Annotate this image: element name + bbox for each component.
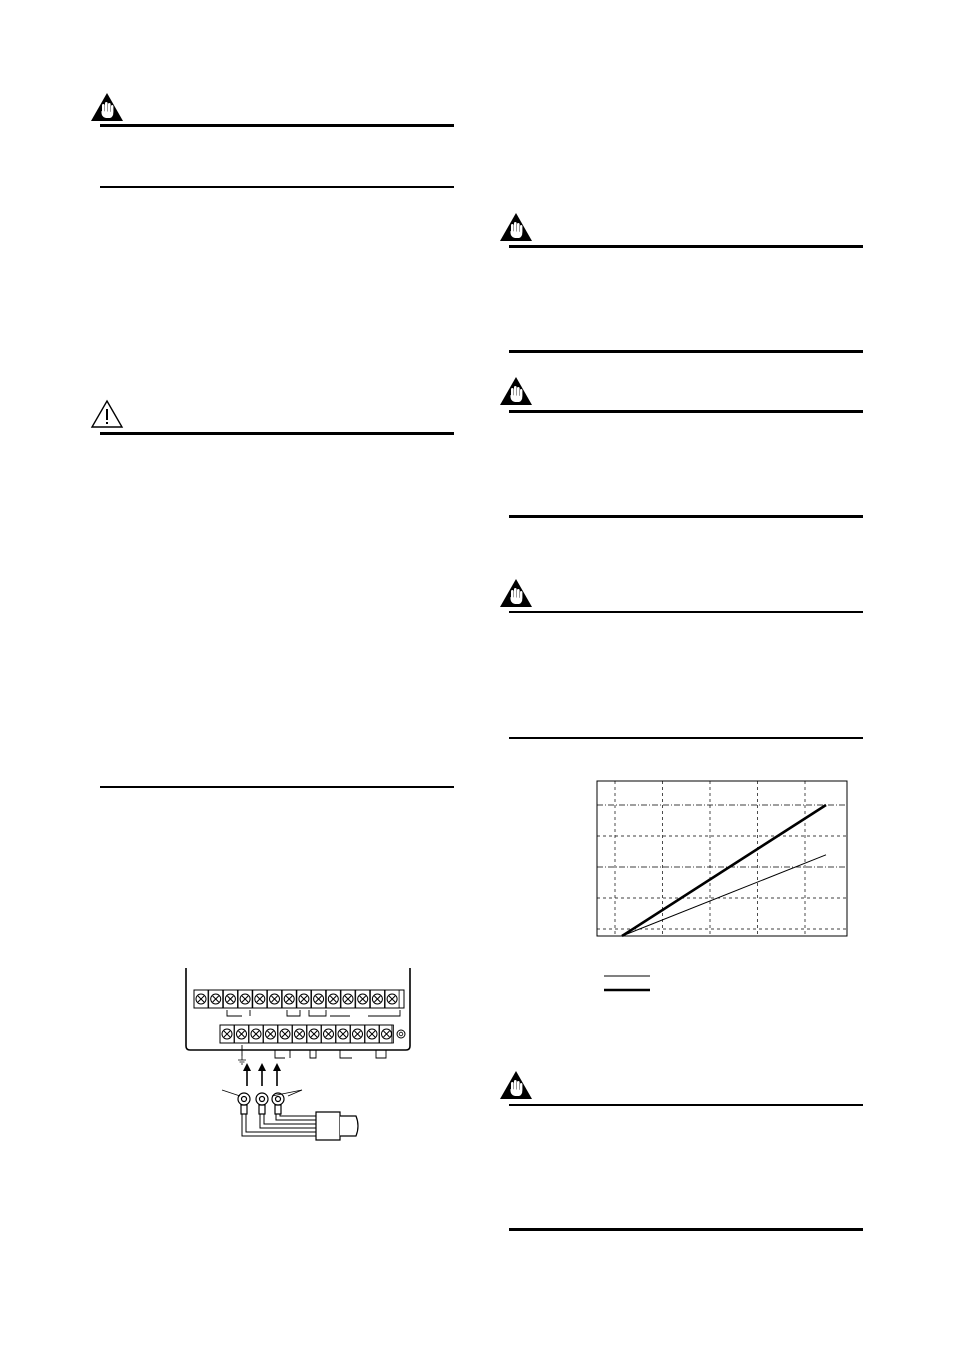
series-group xyxy=(622,805,826,936)
plot-frame xyxy=(597,781,847,936)
terminal-screw xyxy=(307,1025,321,1043)
terminal-screw xyxy=(194,990,208,1008)
terminal-screw xyxy=(312,990,326,1008)
note-top-rule xyxy=(509,245,863,248)
grid xyxy=(597,781,847,936)
terminal-screw xyxy=(238,990,252,1008)
terminal-screw xyxy=(220,1025,234,1043)
note-bottom-rule xyxy=(509,1228,863,1231)
terminal-block-diagram xyxy=(180,962,420,1152)
terminal-screw xyxy=(322,1025,336,1043)
terminal-screw xyxy=(326,990,340,1008)
note-top-rule xyxy=(509,611,863,613)
terminal-screw xyxy=(253,990,267,1008)
terminal-screw xyxy=(264,1025,278,1043)
terminal-screw xyxy=(380,1025,394,1043)
terminal-screw xyxy=(268,990,282,1008)
hand-stop-icon xyxy=(499,578,533,608)
hand-stop-icon xyxy=(90,92,124,122)
terminal-screw xyxy=(341,990,355,1008)
note-bottom-rule xyxy=(509,515,863,518)
terminal-screw xyxy=(209,990,223,1008)
terminal-screw xyxy=(282,990,296,1008)
chart-legend xyxy=(600,970,660,1000)
terminal-screw xyxy=(297,990,311,1008)
terminal-screw xyxy=(235,1025,249,1043)
note-top-rule xyxy=(100,432,454,435)
terminal-screw xyxy=(351,1025,365,1043)
line-chart xyxy=(590,775,855,945)
note-bottom-rule xyxy=(509,350,863,353)
terminal-screw xyxy=(336,1025,350,1043)
terminal-screw xyxy=(223,990,237,1008)
terminal-screw xyxy=(293,1025,307,1043)
note-top-rule xyxy=(509,410,863,413)
note-bottom-rule xyxy=(509,737,863,739)
terminal-screw xyxy=(370,990,384,1008)
note-bottom-rule xyxy=(100,186,454,188)
top-terminal-row xyxy=(194,990,399,1008)
hand-stop-icon xyxy=(499,376,533,406)
series-thick-line xyxy=(622,805,826,936)
warning-triangle-icon xyxy=(90,399,124,429)
bottom-terminal-row xyxy=(220,1025,394,1043)
terminal-screw xyxy=(356,990,370,1008)
note-top-rule xyxy=(100,124,454,127)
note-top-rule xyxy=(509,1104,863,1106)
note-bottom-rule xyxy=(100,786,454,788)
terminal-screw xyxy=(249,1025,263,1043)
terminal-screw xyxy=(278,1025,292,1043)
terminal-screw xyxy=(365,1025,379,1043)
hand-stop-icon xyxy=(499,212,533,242)
hand-stop-icon xyxy=(499,1070,533,1100)
terminal-screw xyxy=(385,990,399,1008)
